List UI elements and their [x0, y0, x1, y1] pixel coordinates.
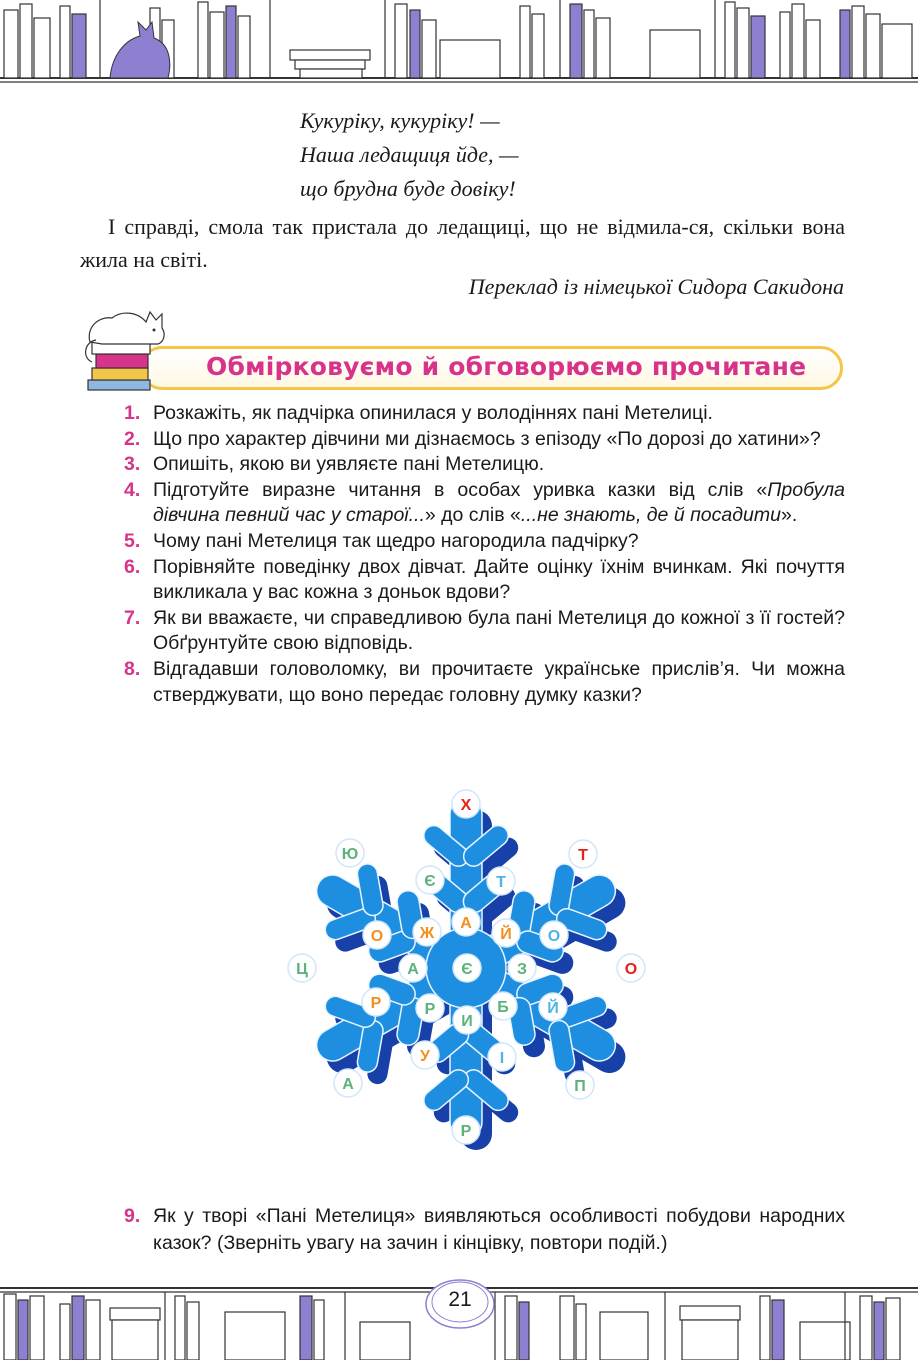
puzzle-letter: Р — [424, 1001, 436, 1018]
question-text-part: » до слів « — [424, 504, 521, 527]
question-item — [124, 452, 845, 478]
poem-line: Кукуріку, кукуріку! — — [300, 108, 500, 133]
poem-line: Наша ледащиця йде, — — [300, 142, 519, 167]
quote-end: ...не знають, де й посадити — [520, 504, 781, 527]
question-text — [153, 478, 845, 529]
cat-on-books-icon — [78, 306, 174, 394]
questions-list — [124, 401, 845, 708]
puzzle-letter: А — [460, 915, 472, 932]
question-text: Що про характер дівчини ми дізнаємось з епізоду «По дорозі до хатини»? — [153, 427, 821, 450]
puzzle-letter: Ж — [419, 925, 435, 942]
section-title: Обмірковуємо й обговорюємо прочитане — [206, 352, 807, 381]
question-number: 2. — [124, 427, 141, 450]
question-number: 5. — [124, 529, 141, 552]
question-item — [124, 657, 845, 708]
question-number: 4. — [124, 478, 141, 501]
question-text: Розкажіть, як падчірка опинилася у володіннях пані Метелиці. — [153, 402, 713, 424]
puzzle-letter: І — [499, 1050, 505, 1067]
puzzle-letter: О — [547, 928, 561, 945]
quote-start: Пробула дівчина певний час у старої... — [153, 478, 845, 527]
question-item — [124, 606, 845, 657]
question-text-part: ». — [780, 504, 798, 527]
page-number-badge — [422, 1270, 498, 1334]
puzzle-letter: Х — [460, 797, 472, 814]
question-number: 3. — [124, 453, 141, 476]
story-paragraph: І справді, смола так пристала до ледащиці, що не відмила-ся, скільки вона жила на світі. — [80, 214, 845, 272]
puzzle-letter: Є — [424, 873, 436, 890]
question-text: Як ви вважаєте, чи справедливою була пані Метелиця до кожної з її гостей? Обґрунтуйте свою відповідь. — [153, 606, 845, 655]
question-item — [124, 1203, 845, 1257]
puzzle-letter: О — [624, 961, 638, 978]
question-number: 8. — [124, 657, 141, 680]
question-text: Чому пані Метелиця так щедро нагородила падчірку? — [153, 529, 639, 552]
puzzle-letter: У — [420, 1048, 430, 1065]
question-text: Відгадавши головоломку, ви прочитаєте українське прислів’я. Чи можна стверджувати, що воно передає головну думку казки? — [153, 657, 845, 706]
question-text: Як у творі «Пані Метелиця» виявляються особливості побудови народних казок? (Зверніть увагу на зачин і кінцівку, повтори подій.) — [153, 1205, 845, 1254]
page-number: 21 — [448, 1288, 472, 1311]
question-item — [124, 427, 845, 453]
puzzle-letter: Є — [461, 961, 473, 978]
question-item — [124, 478, 845, 529]
puzzle-letter: О — [370, 928, 384, 945]
puzzle-letter: Й — [500, 926, 512, 943]
puzzle-letter: Т — [578, 847, 588, 864]
question-item — [124, 401, 845, 427]
poem — [300, 104, 519, 206]
snowflake-puzzle — [270, 784, 650, 1186]
question-number: 6. — [124, 555, 141, 578]
top-bookshelf-decoration — [0, 0, 918, 84]
puzzle-letter: И — [461, 1013, 473, 1030]
question-number: 1. — [124, 402, 141, 424]
question-text: Опишіть, якою ви уявляєте пані Метелицю. — [153, 453, 545, 476]
puzzle-letter: Ц — [296, 961, 308, 978]
question-item — [124, 555, 845, 606]
puzzle-letter: А — [342, 1076, 354, 1093]
puzzle-letter: П — [574, 1078, 586, 1095]
puzzle-letter: Й — [547, 1000, 559, 1017]
question-item — [124, 529, 845, 555]
question-number: 7. — [124, 606, 141, 629]
puzzle-letter: Р — [460, 1123, 472, 1140]
question-number: 9. — [124, 1205, 141, 1227]
question-text: Порівняйте поведінку двох дівчат. Дайте оцінку їхнім вчинкам. Які почуття викликала у вас кожна з доньок вдови? — [153, 555, 845, 604]
puzzle-letter: З — [516, 961, 528, 978]
puzzle-letter: Т — [496, 874, 506, 891]
puzzle-letter: А — [407, 961, 419, 978]
translation-credit: Переклад із німецької Сидора Сакидона — [468, 274, 844, 299]
puzzle-letter: Ю — [341, 846, 359, 863]
puzzle-letter: Р — [370, 995, 382, 1012]
puzzle-letter: Б — [497, 999, 509, 1016]
question-text-part: Підготуйте виразне читання в особах уривка казки від слів « — [153, 478, 768, 501]
poem-line: що брудна буде довіку! — [300, 176, 516, 201]
